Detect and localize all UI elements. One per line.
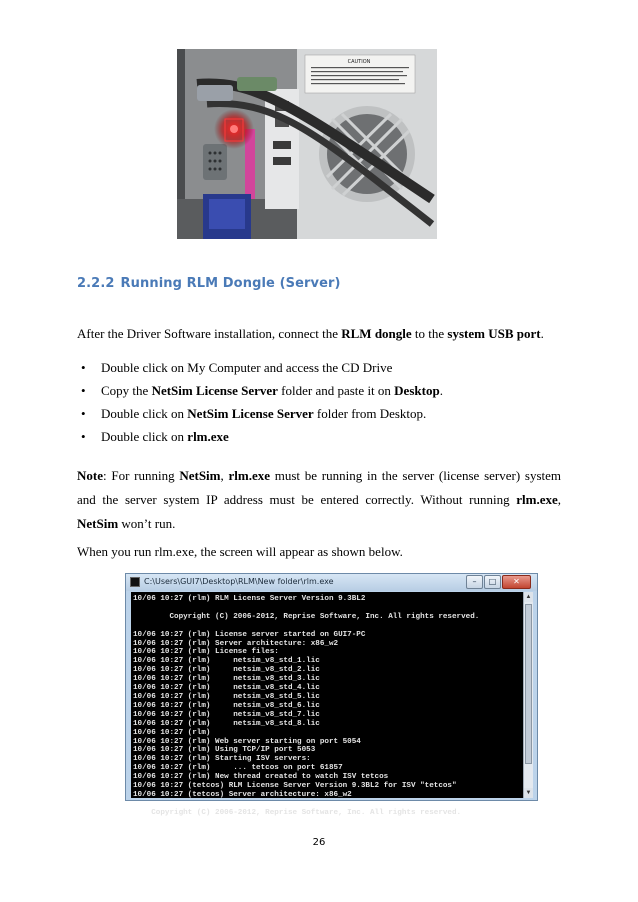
bullet-glyph: • <box>81 383 86 398</box>
list-item-bold: NetSim License Server <box>151 383 278 398</box>
list-item <box>77 360 443 383</box>
run-paragraph: When you run rlm.exe, the screen will appear as shown below. <box>77 544 403 559</box>
page-number: 26 <box>312 837 326 848</box>
minimize-button[interactable]: – <box>466 575 483 589</box>
maximize-button[interactable]: □ <box>484 575 501 589</box>
console-scrollbar[interactable] <box>523 592 533 798</box>
list-item-text: Double click on <box>101 406 188 421</box>
intro-text-3: . <box>540 326 544 341</box>
scrollbar-thumb[interactable] <box>525 604 532 764</box>
note-text: must be running in the server (license server) system and the server system IP address must be entered correctly. Without running <box>77 468 562 507</box>
instruction-list <box>77 360 443 452</box>
list-item-text: . <box>439 383 443 398</box>
usb-dongle-photo-graphic <box>177 49 437 239</box>
note-text: won’t run. <box>118 516 176 531</box>
scroll-down-icon[interactable]: ▼ <box>525 790 532 796</box>
section-number: 2.2.2 <box>77 276 115 291</box>
system-usb-port-bold: system USB port <box>447 326 541 341</box>
list-item-text: folder from Desktop. <box>313 406 427 421</box>
note-text: , <box>557 492 561 507</box>
intro-text-2: to the <box>411 326 448 341</box>
intro-paragraph <box>77 326 544 342</box>
list-item-text: Double click on My Computer and access the CD Drive <box>101 360 393 375</box>
intro-text-1: After the Driver Software installation, connect the <box>77 326 342 341</box>
window-titlebar[interactable] <box>126 574 537 591</box>
caution-label: CAUTION <box>347 59 371 65</box>
section-title: Running RLM Dongle (Server) <box>120 276 341 291</box>
console-app-icon <box>130 577 140 587</box>
rlm-console-window <box>125 573 538 817</box>
computer-back-panel-photo <box>177 49 437 239</box>
note-bold: NetSim <box>179 468 221 483</box>
window-title: C:\Users\GUI7\Desktop\RLM\New folder\rlm.exe <box>144 577 334 586</box>
note-bold: NetSim <box>77 516 119 531</box>
list-item-text: Copy the <box>101 383 152 398</box>
note-bold: rlm.exe <box>228 468 271 483</box>
list-item-text: folder and paste it on <box>277 383 395 398</box>
console-text: 10/06 10:27 (rlm) RLM License Server Version 9.3BL2 Copyright (C) 2006-2012, Reprise Software, Inc. All rights reserved. 10/06 10:27 (rlm) License server started on GUI7-PC 10/06 10:27 (rlm) Server architecture: x86_w2 10/06 10:27 (rlm) License files: 10/06 10:27 (rlm) netsim_v8_std_1.lic 10/06 10:27 (rlm) netsim_v8_std_2.lic 10/06 10:27 (rlm) netsim_v8_std_3.lic 10/06 10:27 (rlm) netsim_v8_std_4.lic 10/06 10:27 (rlm) netsim_v8_std_5.lic 10/06 10:27 (rlm) netsim_v8_std_6.lic 10/06 10:27 (rlm) netsim_v8_std_7.lic 10/06 10:27 (rlm) netsim_v8_std_8.lic 10/06 10:27 (rlm) 10/06 10:27 (rlm) Web server starting on port 5054 10/06 10:27 (rlm) Using TCP/IP port 5053 10/06 10:27 (rlm) Starting ISV servers: 10/06 10:27 (rlm) ... tetcos on port 61857 10/06 10:27 (rlm) New thread created to watch ISV tetcos 10/06 10:27 (tetcos) RLM License Server Version 9.3BL2 for ISV "tetcos" 10/06 10:27 (tetcos) Server architecture: x86_w2 Copyright (C) 2006-2012, Reprise Software, Inc. All rights reserved. <box>133 595 480 817</box>
note-bold: rlm.exe <box>516 492 558 507</box>
window-controls <box>465 575 531 589</box>
list-item <box>77 429 443 452</box>
note-paragraph <box>77 464 561 536</box>
list-item-text: Double click on <box>101 429 188 444</box>
note-text: , <box>220 468 229 483</box>
list-item <box>77 383 443 406</box>
list-item-bold: rlm.exe <box>187 429 229 444</box>
bullet-glyph: • <box>81 360 86 375</box>
section-heading <box>77 276 341 291</box>
close-button[interactable]: ✕ <box>502 575 531 589</box>
list-item <box>77 406 443 429</box>
note-label: Note <box>77 468 103 483</box>
scroll-up-icon[interactable]: ▲ <box>525 594 532 600</box>
list-item-bold: NetSim License Server <box>187 406 314 421</box>
bullet-glyph: • <box>81 429 86 444</box>
console-output <box>131 592 523 817</box>
bullet-glyph: • <box>81 406 86 421</box>
rlm-dongle-bold: RLM dongle <box>341 326 412 341</box>
list-item-bold: Desktop <box>394 383 440 398</box>
note-text: : For running <box>103 468 180 483</box>
